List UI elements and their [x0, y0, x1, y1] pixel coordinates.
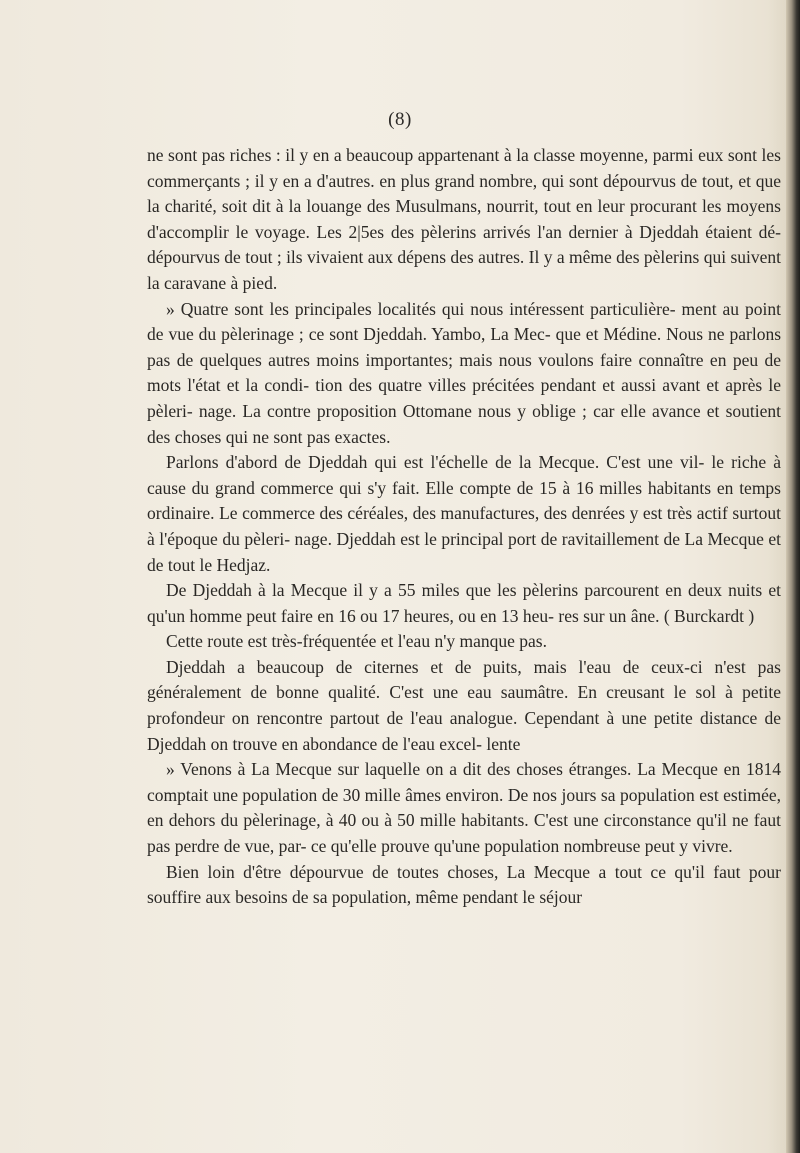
body-text: [147, 143, 781, 911]
page-edge-shadow: [786, 0, 800, 1153]
paragraph-7: » Venons à La Mecque sur laquelle on a dit des choses étranges. La Mecque en 1814 comptait une population de 30 mille âmes environ. De nos jours sa population est estimée, en dehors du pèlerinage, à 40 ou à 50 mille habitants. C'est une circonstance qu'il ne faut pas perdre de vue, par- ce qu'elle prouve qu'une population nombreuse peut y vivre.: [147, 759, 781, 857]
page-number: (8): [388, 109, 412, 130]
paragraph-8: Bien loin d'être dépourvue de toutes choses, La Mecque a tout ce qu'il faut pour souffire aux besoins de sa population, même pendant le séjour: [147, 861, 781, 908]
paragraph-1: ne sont pas riches : il y en a beaucoup appartenant à la classe moyenne, parmi eux sont les commerçants ; il y en a d'autres. en plus grand nombre, qui sont dépourvus de tout, et que la charité, soit dit à la louange des Musulmans, nourrit, tout en leur procurant les moyens d'accomplir le voyage. Les 2|5es des pèlerins arrivés l'an dernier à Djeddah étaient dé- dépourvus de tout ; ils vivaient aux dépens des autres. Il y a même des pèlerins qui suivent la caravane à pied.: [147, 145, 781, 293]
paragraph-2: » Quatre sont les principales localités qui nous intéressent particulière- ment au point de vue du pèlerinage ; ce sont Djeddah. Yambo, La Mec- que et Médine. Nous ne parlons pas de quelques autres moins importantes; mais nous voulons faire connaître en peu de mots l'état et la condi- tion des quatre villes précitées pendant et aussi avant et après le pèleri- nage. La contre proposition Ottomane nous y oblige ; car elle avance et soutient des choses qui ne sont pas exactes.: [147, 298, 781, 447]
paragraph-6: Djeddah a beaucoup de citernes et de puits, mais l'eau de ceux-ci n'est pas généralement de bonne qualité. C'est une eau saumâtre. En creusant le sol à petite profondeur on rencontre partout de l'eau analogue. Cependant à une petite distance de Djeddah on trouve en abondance de l'eau excel- lente: [147, 656, 781, 754]
paragraph-3: Parlons d'abord de Djeddah qui est l'échelle de la Mecque. C'est une vil- le riche à cause du grand commerce qui s'y fait. Elle compte de 15 à 16 milles habitants en temps ordinaire. Le commerce des céréales, des manufactures, des denrées y est très actif surtout à l'époque du pèleri- nage. Djeddah est le principal port de ravitaillement de La Mecque et de tout le Hedjaz.: [147, 452, 781, 575]
paragraph-4: De Djeddah à la Mecque il y a 55 miles que les pèlerins parcourent en deux nuits et qu'un homme peut faire en 16 ou 17 heures, ou en 13 heu- res sur un âne. ( Burckardt ): [147, 580, 781, 626]
paragraph-5: Cette route est très-fréquentée et l'eau n'y manque pas.: [166, 631, 547, 652]
